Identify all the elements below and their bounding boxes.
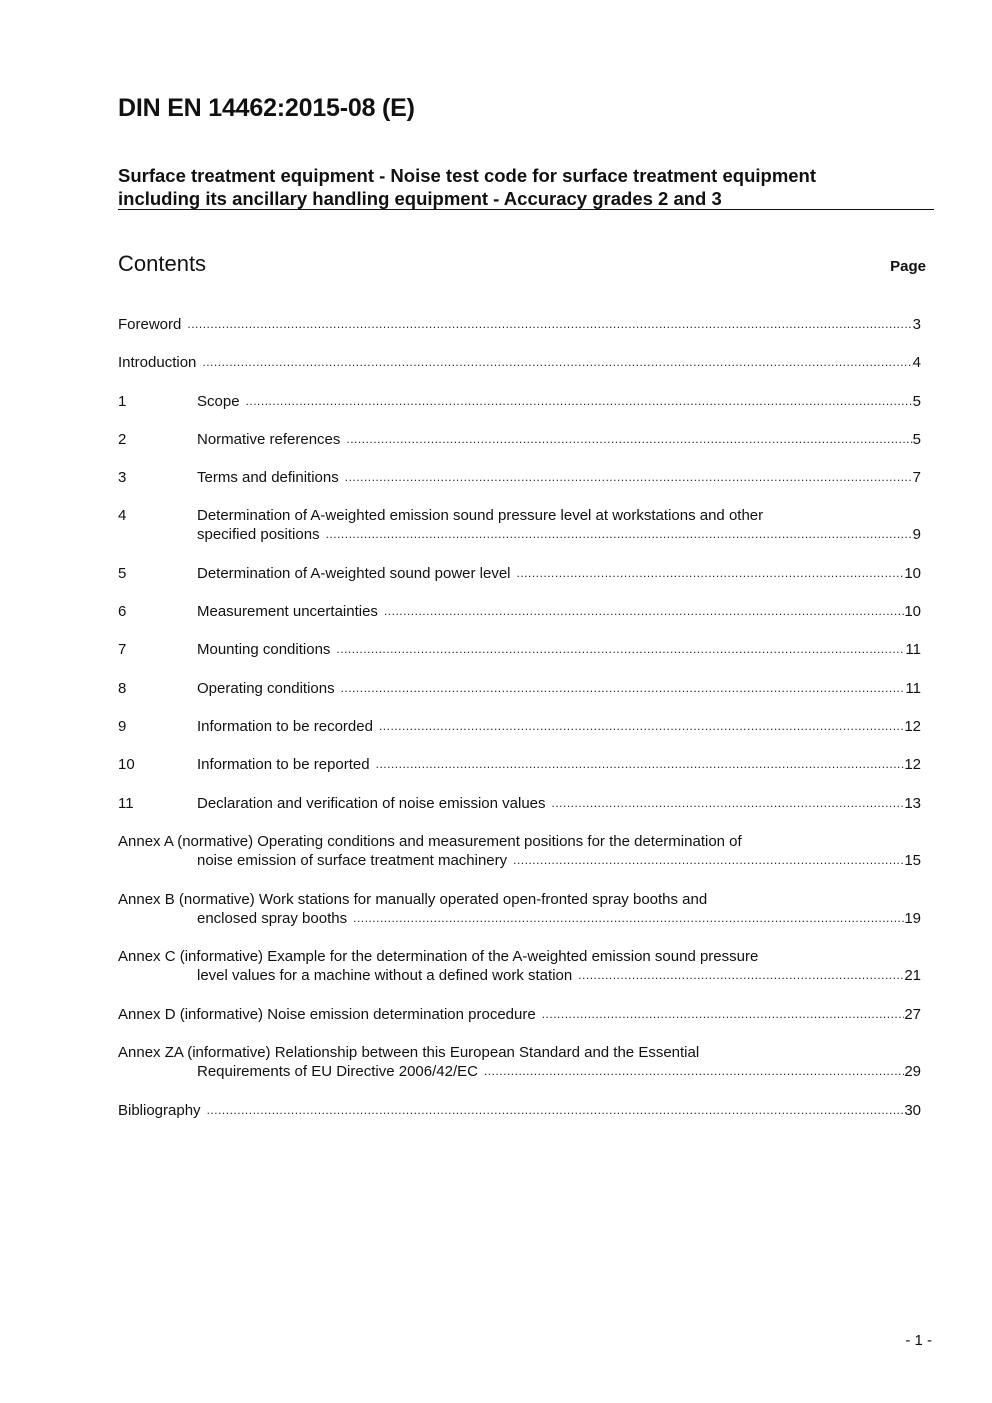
toc-entry-page: 10 [904, 603, 921, 620]
dot-leader [542, 1005, 905, 1024]
toc-entry-text: Foreword [118, 316, 182, 333]
dot-leader [187, 315, 912, 334]
subtitle-line-2: including its ancillary handling equipment - Accuracy grades 2 and 3 [118, 188, 722, 209]
toc-entry-annex-b[interactable] [118, 890, 921, 928]
toc-entry-page: 5 [912, 431, 921, 448]
toc-entry-text: Information to be reported [197, 756, 370, 773]
dot-leader [379, 717, 904, 736]
toc-entry-page: 19 [904, 910, 921, 927]
toc-entry-declaration-verification[interactable] [118, 794, 921, 813]
dot-leader [326, 525, 913, 544]
toc-entry-number: 8 [118, 680, 127, 697]
toc-entry-number: 4 [118, 507, 127, 524]
dot-leader [578, 966, 904, 985]
toc-entry-text: Information to be recorded [197, 718, 373, 735]
toc-entry-page: 4 [912, 354, 921, 371]
toc-entry-measurement-uncertainties[interactable] [118, 602, 921, 621]
toc-entry-text: Bibliography [118, 1102, 201, 1119]
toc-entry-page: 3 [912, 316, 921, 333]
dot-leader [384, 602, 904, 621]
toc-entry-number: 7 [118, 641, 127, 658]
dot-leader [484, 1062, 904, 1081]
toc-entry-text-line-1: Annex C (informative) Example for the determination of the A-weighted emission sound pressure [118, 948, 759, 965]
toc-entry-page: 12 [904, 718, 921, 735]
toc-entry-page: 30 [904, 1102, 921, 1119]
dot-leader [207, 1101, 905, 1120]
toc-entry-number: 5 [118, 565, 127, 582]
dot-leader [346, 430, 912, 449]
subtitle-line-1: Surface treatment equipment - Noise test code for surface treatment equipment [118, 165, 817, 186]
dot-leader [345, 468, 913, 487]
toc-entry-bibliography[interactable] [118, 1101, 921, 1120]
toc-entry-page: 7 [912, 469, 921, 486]
dot-leader [376, 755, 905, 774]
dot-leader [353, 909, 904, 928]
page-number: - 1 - [905, 1332, 932, 1349]
toc-entry-text: level values for a machine without a defined work station [197, 967, 573, 984]
toc-entry-page: 10 [904, 565, 921, 582]
toc-entry-emission-sound-pressure[interactable] [118, 506, 921, 544]
toc-entry-text-line-1: Determination of A-weighted emission sound pressure level at workstations and other [197, 507, 764, 524]
toc-entry-text: noise emission of surface treatment machinery [197, 852, 508, 869]
toc-entry-number: 1 [118, 393, 127, 410]
toc-entry-text: specified positions [197, 526, 320, 543]
dot-leader [552, 794, 905, 813]
toc-entry-text: Declaration and verification of noise emission values [197, 795, 546, 812]
dot-leader [341, 679, 906, 698]
toc-entry-scope[interactable] [118, 392, 921, 411]
toc-entry-page: 13 [904, 795, 921, 812]
dot-leader [246, 392, 913, 411]
toc-entry-page: 9 [912, 526, 921, 543]
toc-entry-number: 6 [118, 603, 127, 620]
toc-entry-page: 11 [905, 641, 921, 658]
toc-entry-text: Mounting conditions [197, 641, 331, 658]
toc-entry-number: 11 [118, 795, 134, 812]
document-subtitle [118, 164, 934, 210]
dot-leader [336, 640, 905, 659]
toc-entry-text: Measurement uncertainties [197, 603, 378, 620]
toc-entry-annex-za[interactable] [118, 1043, 921, 1081]
toc-entry-terms-and-definitions[interactable] [118, 468, 921, 487]
toc-entry-page: 12 [904, 756, 921, 773]
toc-entry-text-line-1: Annex A (normative) Operating conditions and measurement positions for the determination of [118, 833, 742, 850]
toc-entry-text: Normative references [197, 431, 341, 448]
toc-entry-sound-power-level[interactable] [118, 564, 921, 583]
toc-entry-text: Determination of A-weighted sound power level [197, 565, 511, 582]
toc-entry-page: 5 [912, 393, 921, 410]
contents-heading: Contents [118, 251, 207, 276]
toc-entry-number: 9 [118, 718, 127, 735]
dot-leader [513, 851, 904, 870]
toc-entry-text: Scope [197, 393, 240, 410]
toc-entry-page: 29 [904, 1063, 921, 1080]
toc-entry-number: 3 [118, 469, 127, 486]
toc-entry-text: Operating conditions [197, 680, 335, 697]
toc-entry-annex-c[interactable] [118, 947, 921, 985]
toc-entry-text: Terms and definitions [197, 469, 339, 486]
toc-entry-page: 27 [904, 1006, 921, 1023]
dot-leader [202, 353, 912, 372]
toc-entry-text: Introduction [118, 354, 197, 371]
page-column-heading: Page [890, 258, 926, 275]
toc-entry-introduction[interactable] [118, 353, 921, 372]
toc-entry-number: 2 [118, 431, 127, 448]
subtitle-divider [118, 209, 934, 210]
toc-entry-text-line-1: Annex ZA (informative) Relationship between this European Standard and the Essential [118, 1044, 700, 1061]
toc-entry-information-reported[interactable] [118, 755, 921, 774]
toc-entry-page: 15 [904, 852, 921, 869]
toc-entry-text: Requirements of EU Directive 2006/42/EC [197, 1063, 478, 1080]
toc-entry-information-recorded[interactable] [118, 717, 921, 736]
toc-entry-text: Annex D (informative) Noise emission determination procedure [118, 1006, 536, 1023]
toc-entry-text: enclosed spray booths [197, 910, 348, 927]
dot-leader [517, 564, 905, 583]
toc-entry-annex-a[interactable] [118, 832, 921, 870]
toc-entry-number: 10 [118, 756, 135, 773]
toc-entry-normative-references[interactable] [118, 430, 921, 449]
toc-entry-text-line-1: Annex B (normative) Work stations for manually operated open-fronted spray booths and [118, 891, 708, 908]
document-title: DIN EN 14462:2015-08 (E) [118, 94, 415, 122]
toc-entry-operating-conditions[interactable] [118, 679, 921, 698]
toc-entry-mounting-conditions[interactable] [118, 640, 921, 659]
toc-entry-foreword[interactable] [118, 315, 921, 334]
toc-entry-page: 11 [905, 680, 921, 697]
toc-entry-annex-d[interactable] [118, 1005, 921, 1024]
toc-entry-page: 21 [904, 967, 921, 984]
